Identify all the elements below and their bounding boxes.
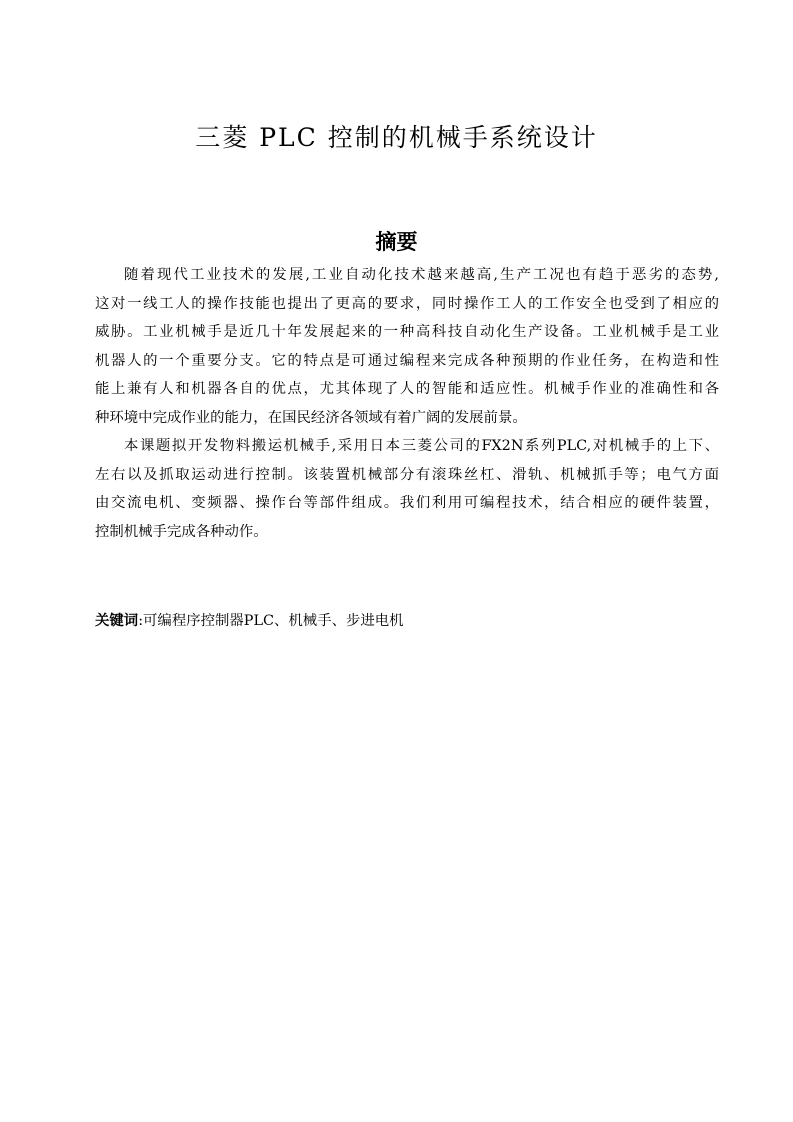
paragraph-line: 由交流电机、变频器、操作台等部件组成。我们利用可编程技术，结合相应的硬件装置，	[95, 495, 719, 511]
abstract-paragraph-2	[95, 432, 719, 546]
paragraph-line: 威胁。工业机械手是近几十年发展起来的一种高科技自动化生产设备。工业机械手是工业	[95, 324, 719, 340]
paragraph-line: 种环境中完成作业的能力，在国民经济各领域有着广阔的发展前景。	[95, 409, 527, 426]
paragraph-line: 能上兼有人和机器各自的优点，尤其体现了人的智能和适应性。机械手作业的准确性和各	[95, 381, 719, 397]
abstract-body	[95, 261, 719, 546]
abstract-paragraph-1	[95, 261, 719, 432]
keywords-label: 关键词	[95, 613, 139, 629]
paragraph-line: 随着现代工业技术的发展,工业自动化技术越来越高,生产工况也有趋于恶劣的态势,	[124, 267, 719, 283]
keywords-value: :可编程序控制器PLC、机械手、步进电机	[138, 613, 404, 629]
paragraph-line: 机器人的一个重要分支。它的特点是可通过编程来完成各种预期的作业任务，在构造和性	[95, 352, 719, 369]
keywords-line	[95, 607, 404, 635]
abstract-heading: 摘要	[375, 230, 418, 254]
document-title: 三菱 PLC 控制的机械手系统设计	[195, 123, 598, 152]
paragraph-line: 本课题拟开发物料搬运机械手,采用日本三菱公司的FX2N系列PLC,对机械手的上下、	[124, 438, 719, 454]
paragraph-line: 控制机械手完成各种动作。	[95, 523, 268, 540]
paragraph-line: 这对一线工人的操作技能也提出了更高的要求，同时操作工人的工作安全也受到了相应的	[95, 295, 719, 312]
paragraph-line: 左右以及抓取运动进行控制。该装置机械部分有滚珠丝杠、滑轨、机械抓手等；电气方面	[95, 466, 719, 483]
